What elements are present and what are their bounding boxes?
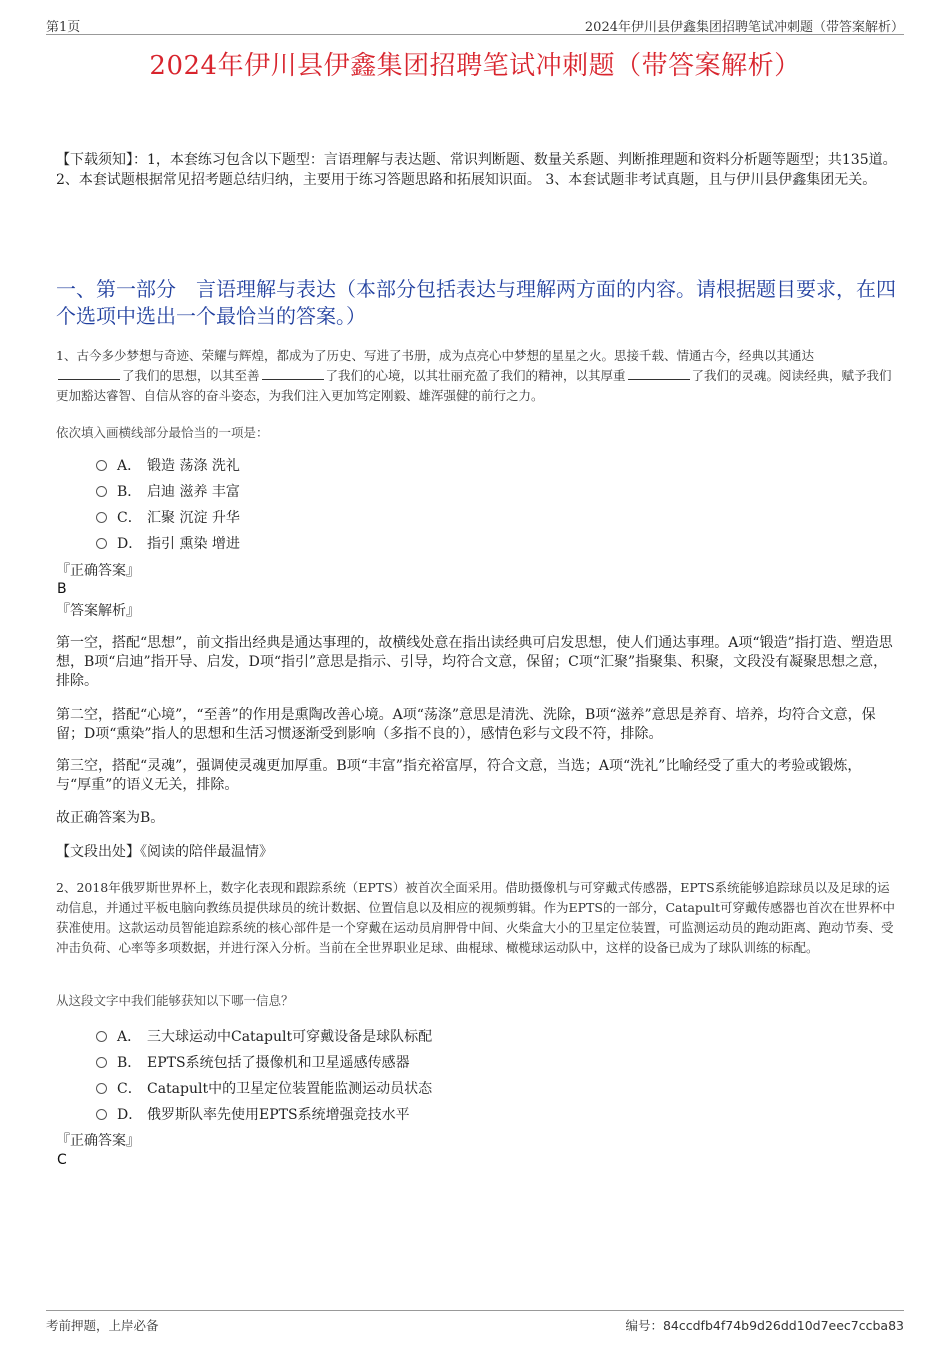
option-d[interactable]: D． 指引 熏染 增进 [96,530,240,556]
radio-icon[interactable] [96,1057,107,1068]
document-code: 编号：84ccdfb4f74b9d26dd10d7eec7ccba83 [625,1318,904,1333]
radio-icon[interactable] [96,538,107,549]
radio-icon[interactable] [96,512,107,523]
analysis-conclusion: 故正确答案为B。 [56,810,165,826]
option-b[interactable]: B． 启迪 滋养 丰富 [96,478,240,504]
option-c[interactable]: C． 汇聚 沉淀 升华 [96,504,240,530]
analysis-label: 『答案解析』 [56,603,140,619]
radio-icon[interactable] [96,1083,107,1094]
header-doc-title: 2024年伊川县伊鑫集团招聘笔试冲刺题（带答案解析） [584,20,904,35]
page-footer [46,1310,904,1333]
option-a[interactable]: A． 三大球运动中Catapult可穿戴设备是球队标配 [96,1023,432,1049]
footer-slogan: 考前押题，上岸必备 [46,1318,159,1333]
analysis-paragraph-3: 第三空，搭配“灵魂”，强调使灵魂更加厚重。B项“丰富”指充裕富厚，符合文意，当选；A项“洗礼”比喻经受了重大的考验或锻炼，与“厚重”的语义无关，排除。 [56,758,862,793]
question-1-prompt: 依次填入画横线部分最恰当的一项是： [56,425,269,440]
source-citation: 【文段出处】《阅读的陪伴最温情》 [56,844,273,860]
page-number: 第1页 [46,20,81,35]
blank-3 [628,367,690,380]
analysis-paragraph-1: 第一空，搭配“思想”，前文指出经典是通达事理的，故横线处意在指出读经典可启发思想，使人们通达事理。A项“锻造”指打造、塑造思想，B项“启迪”指开导、启发，D项“指引”意思是指示、引导，均符合文意，保留；C项“汇聚”指聚集、积聚，文段没有凝聚思想之意，排除。 [56,635,893,689]
radio-icon[interactable] [96,1031,107,1042]
option-d[interactable]: D． 俄罗斯队率先使用EPTS系统增强竞技水平 [96,1101,432,1127]
answer-value: C [57,1152,67,1168]
option-a[interactable]: A． 锻造 荡涤 洗礼 [96,452,240,478]
question-2-options [96,1023,432,1127]
question-1-options [96,452,240,556]
blank-1 [58,367,120,380]
question-2-prompt: 从这段文字中我们能够获知以下哪一信息？ [56,993,294,1008]
analysis-paragraph-2: 第二空，搭配“心境”，“至善”的作用是熏陶改善心境。A项“荡涤”意思是清洗、洗除，B项“滋养”意思是养育、培养，均符合文意，保留；D项“熏染”指人的思想和生活习惯逐渐受到影响（多指不良的），感情色彩与文段不符，排除。 [56,707,876,742]
page-header [46,14,904,35]
section-heading: 一、第一部分 言语理解与表达（本部分包括表达与理解两方面的内容。请根据题目要求，在四个选项中选出一个最恰当的答案。） [56,277,896,328]
question-1-text: 1、古今多少梦想与奇迹、荣耀与辉煌，都成为了历史、写进了书册，成为点亮心中梦想的星星之火。思接千载、情通古今，经典以其通达 了我们的思想，以其至善 了我们的心境，以其壮丽充盈了我们的精神，以其厚重 了我们的灵魂。阅读经典，赋予我们更加豁达睿智、自信从容的奋斗姿态，为我们注入更加笃定刚毅、雄浑强健的前行之力。 [56,348,892,403]
radio-icon[interactable] [96,1109,107,1120]
answer-label: 『正确答案』 [56,563,140,579]
document-title: 2024年伊川县伊鑫集团招聘笔试冲刺题（带答案解析） [149,51,801,81]
answer-label: 『正确答案』 [56,1133,140,1149]
question-2-text: 2、2018年俄罗斯世界杯上，数字化表现和跟踪系统（EPTS）被首次全面采用。借助摄像机与可穿戴式传感器，EPTS系统能够追踪球员以及足球的运动信息，并通过平板电脑向教练员提供球员的统计数据、位置信息以及相应的视频剪辑。作为EPTS的一部分，Catapult可穿戴传感器也首次在世界杯中获准使用。这款运动员智能追踪系统的核心部件是一个穿戴在运动员肩胛骨中间、火柴盒大小的卫星定位装置，可监测运动员的跑动距离、跑动节奏、受冲击负荷、心率等多项数据，并进行深入分析。当前在全世界职业足球、曲棍球、橄榄球运动队中，这样的设备已成为了球队训练的标配。 [56,880,896,955]
option-b[interactable]: B． EPTS系统包括了摄像机和卫星遥感传感器 [96,1049,432,1075]
radio-icon[interactable] [96,486,107,497]
answer-value: B [57,581,67,597]
radio-icon[interactable] [96,460,107,471]
option-c[interactable]: C． Catapult中的卫星定位装置能监测运动员状态 [96,1075,432,1101]
blank-2 [262,367,324,380]
download-notice: 【下载须知】：1，本套练习包含以下题型：言语理解与表达题、常识判断题、数量关系题、判断推理题和资料分析题等题型；共135道。 2、本套试题根据常见招考题总结归纳，主要用于练习答题思路和拓展知识面。 3、本套试题非考试真题，且与伊川县伊鑫集团无关。 [56,152,897,188]
